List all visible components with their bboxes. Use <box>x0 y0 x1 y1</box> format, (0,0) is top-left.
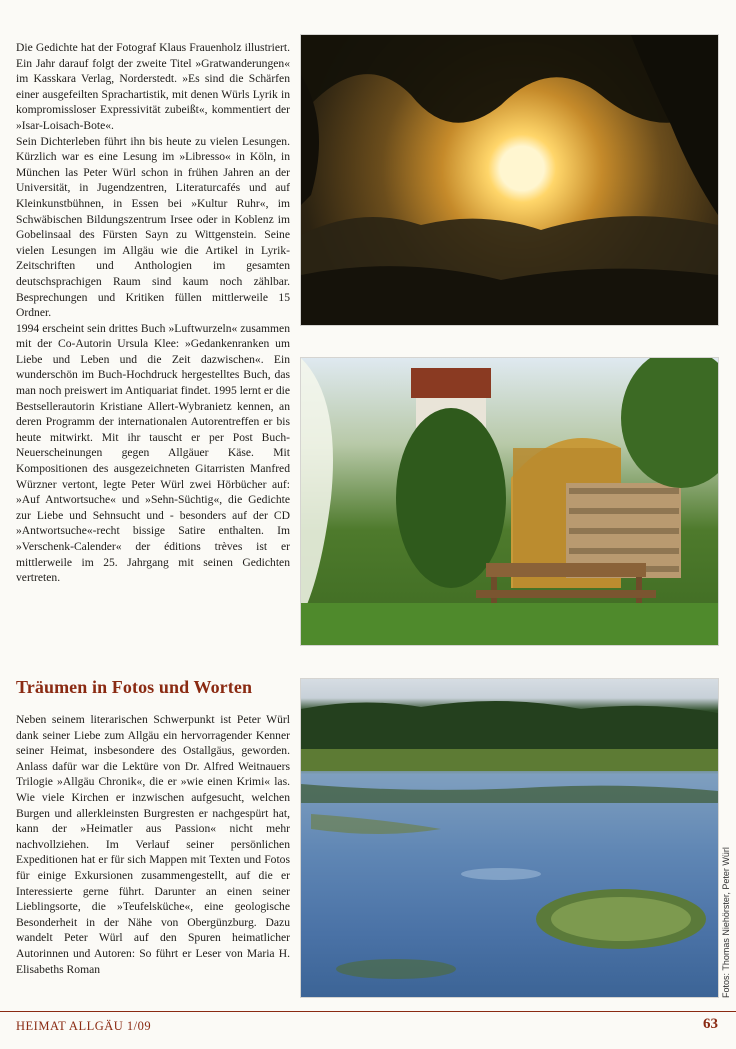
footer-divider <box>0 1011 736 1012</box>
article-column-bottom <box>16 712 290 1000</box>
photo-farmyard-woodpile <box>301 358 718 645</box>
photo-credit: Fotos: Thomas Niehörster, Peter Würl <box>721 847 731 998</box>
page-number: 63 <box>703 1016 718 1032</box>
section-heading: Träumen in Fotos und Worten <box>16 677 253 697</box>
photo-lake-water-lilies <box>301 679 718 997</box>
footer-publication: HEIMAT ALLGÄU 1/09 <box>16 1019 152 1033</box>
article-column-top <box>16 40 290 668</box>
article-paragraph: Die Gedichte hat der Fotograf Klaus Frauenholz illustriert. Ein Jahr darauf folgt der zweite Titel »Gratwanderungen« im Kasskara Verlag, Norderstedt. »Es sind die Schärfen einer ausgefeilten Sprachartistik, mit denen Würls Lyrik in kompromissloser Expressivität zubeißt«, kommentiert der »Isar-Loisach-Bote«. <box>16 41 290 132</box>
photo-sunset-trees <box>301 35 718 325</box>
article-paragraph: 1994 erscheint sein drittes Buch »Luftwurzeln« zusammen mit der Co-Autorin Ursula Klee: »Gedankenranken um Liebe und Leben und die Zeit dazwischen«. Ein wunderschön im Buch-Hochdruck hergestelltes Buch, das man noch preiswert im Antiquariat findet. 1995 lernt er die Bestsellerautorin Kristiane Allert-Wybranietz kennen, an deren Programm der internationalen Autorentreffen er bis heute mitwirkt. Mit ihr tauscht er per Post Buch-Neuerscheinungen gegen Allgäuer Käse. Mit Kompositionen des ausgezeichneten Gitarristen Manfred Würzner vertont, legte Peter Würl zwei Hörbücher auf: »Auf Antwortsuche« und »Sehn-Süchtig«, die Gedichte zur Liebe und Sehnsucht und - besonders auf der CD »Antwortsuche«-recht bissige Satire enthalten. Im »Verschenk-Calender« der éditions trèves ist er mittlerweile im 25. Jahrgang mit seinen Gedichten vertreten. <box>16 321 290 585</box>
article-paragraph: Neben seinem literarischen Schwerpunkt ist Peter Würl dank seiner Liebe zum Allgäu ein hervorragender Kenner seiner Heimat, insbesondere des Ostallgäus, geworden. Anlass dafür war die Lektüre von Dr. Alfred Weitnauers Trilogie »Allgäu Chronik«, die er »wie einen Krimi« las. Wie viele Kirchen er inzwischen aufgesucht, welchen Burgen und allerkleinsten Burgresten er nachgespürt hat, kann der »Heimatler aus Passion« nicht mehr nachvollziehen. Im Verlauf seiner persönlichen Expeditionen hat er für sich Mappen mit Texten und Fotos für einige Exkursionen zusammengestellt, auf die er Interessierte gerne führt. Darunter an einen seiner Lieblingsorte, die »Teufelsküche«, eine geologische Besonderheit in der Nähe von Obergünzburg. Dazu wandelt Peter Würl auf den Spuren heimatlicher Autorinnen und Autoren: So führt er Leser von Maria H. Elisabeths Roman <box>16 713 290 976</box>
article-paragraph: Sein Dichterleben führt ihn bis heute zu vielen Lesungen. Kürzlich war es eine Lesung im »Libresso« in Köln, in München las Peter Würl schon in frühen Jahren an der Universität, in Jugendzentren, Literaturcafés und auf Kleinkunstbühnen, in Essen bei »Kultur Ruhr«, im Schwäbischen Bildungszentrum Irsee oder in Koblenz im Gobelinsaal des Fürsten Sayn zu Wittgenstein. Seine vielen Lesungen im Allgäu wie die Artikel in Lyrik-Zeitschriften und Anthologien im gesamten deutschsprachigen Raum sind kaum noch zählbar. Besprechungen und Kritiken füllen mittlerweile 15 Ordner. <box>16 134 290 320</box>
